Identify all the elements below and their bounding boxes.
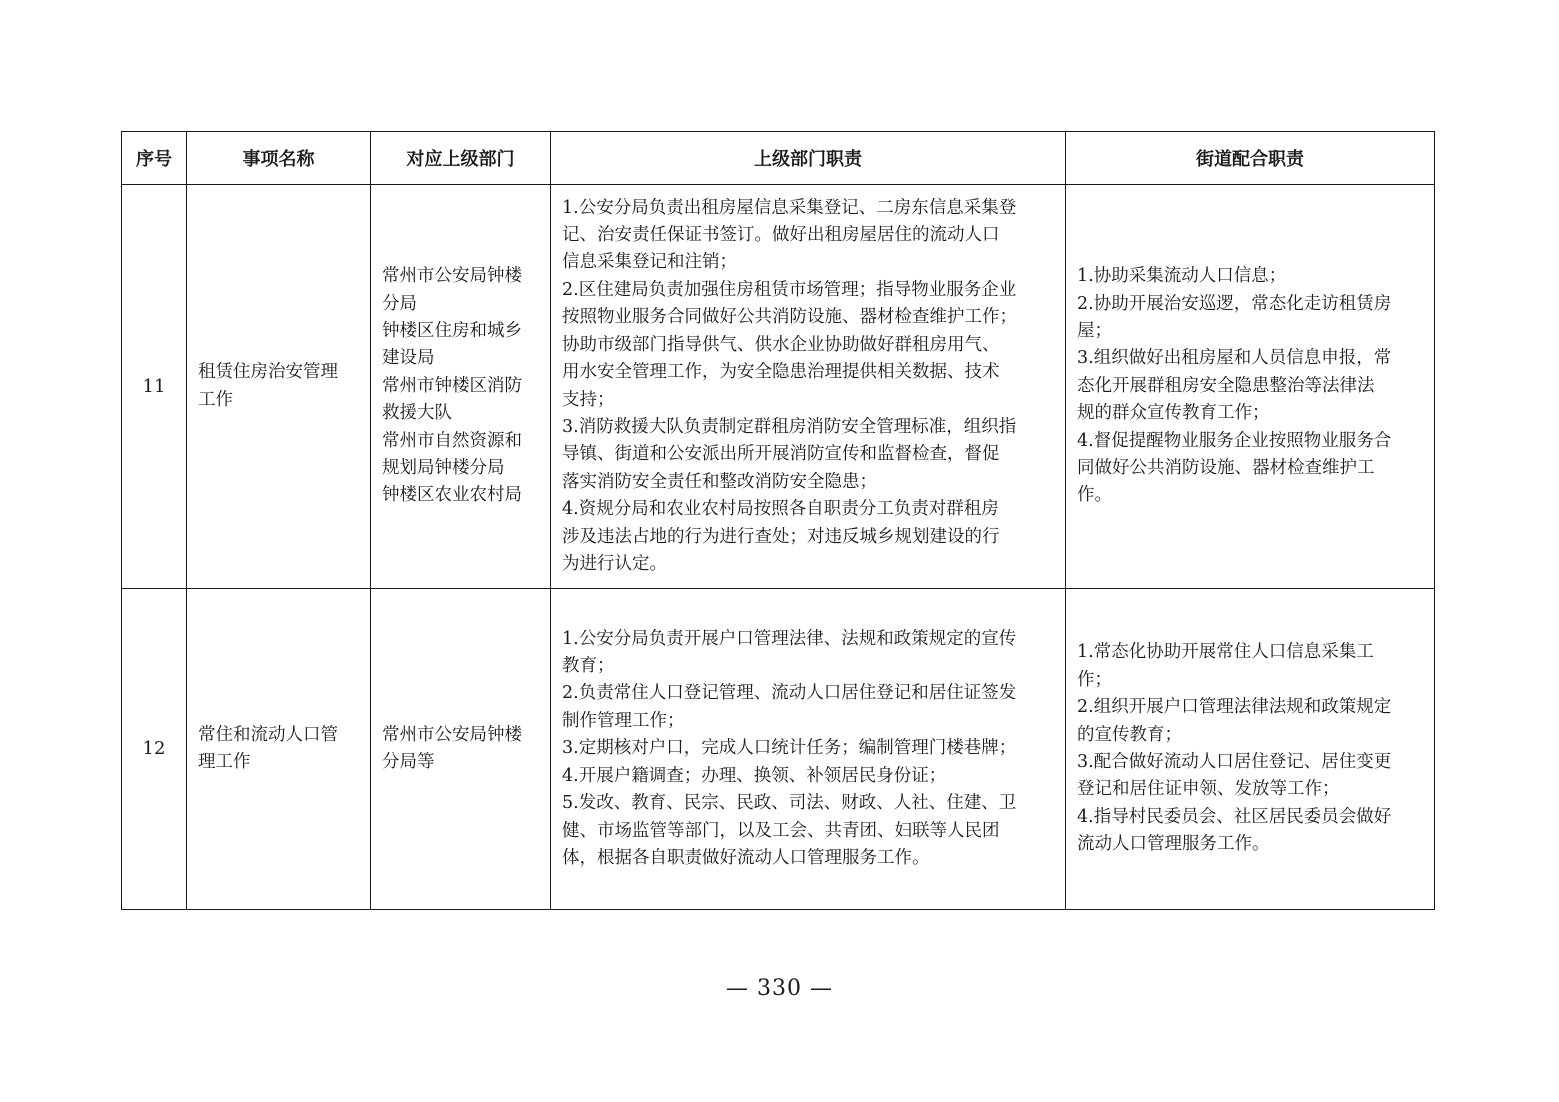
row-dept-cell [371,185,551,589]
row-item-name: 租赁住房治安管理 工作 [198,362,338,410]
table-row [122,185,1435,589]
row-seq: 11 [122,185,187,589]
table-header-row [122,132,1435,185]
row-seq: 12 [122,589,187,910]
row-item-cell [187,589,371,910]
header-upper-duty: 上级部门职责 [551,132,1066,185]
header-item-name: 事项名称 [187,132,371,185]
row-item-name: 常住和流动人口管 理工作 [198,724,338,772]
row-upper-duty: 1.公安分局负责开展户口管理法律、法规和政策规定的宣传 教育； 2.负责常住人口登记管理、流动人口居住登记和居住证签发 制作管理工作； 3.定期核对户口，完成人口统计任务；编制管理门楼巷牌； 4.开展户籍调查；办理、换领、补领居民身份证； 5.发改、教育、民宗、民政、司法、财政、人社、住建、卫 健、市场监管等部门，以及工会、共青团、妇联等人民团 体，根据各自职责做好流动人口管理服务工作。 [562,628,1017,868]
row-upper-duty: 1.公安分局负责出租房屋信息采集登记、二房东信息采集登 记、治安责任保证书签订。做好出租房屋居住的流动人口 信息采集登记和注销； 2.区住建局负责加强住房租赁市场管理；指导物业服务企业 按照物业服务合同做好公共消防设施、器材检查维护工作； 协助市级部门指导供气、供水企业协助做好群租房用气、 用水安全管理工作，为安全隐患治理提供相关数据、技术 支持； 3.消防救援大队负责制定群租房消防安全管理标准，组织指 导镇、街道和公安派出所开展消防宣传和监督检查，督促 落实消防安全责任和整改消防安全隐患； 4.资规分局和农业农村局按照各自职责分工负责对群租房 涉及违法占地的行为进行查处；对违反城乡规划建设的行 为进行认定。 [562,197,1017,574]
row-upper-department: 常州市公安局钟楼 分局等 [382,724,522,772]
page-number: — 330 — [726,976,833,1001]
header-seq: 序号 [122,132,187,185]
row-street-duty-cell [1066,185,1435,589]
row-street-duty: 1.常态化协助开展常住人口信息采集工 作； 2.组织开展户口管理法律法规和政策规定 的宣传教育； 3.配合做好流动人口居住登记、居住变更 登记和居住证申领、发放等工作； 4.指导村民委员会、社区居民委员会做好 流动人口管理服务工作。 [1077,642,1392,855]
responsibility-table [121,131,1435,910]
row-street-duty: 1.协助采集流动人口信息； 2.协助开展治安巡逻，常态化走访租赁房 屋； 3.组织做好出租房屋和人员信息申报，常 态化开展群租房安全隐患整治等法律法 规的群众宣传教育工作； 4.督促提醒物业服务企业按照物业服务合 同做好公共消防设施、器材检查维护工 作。 [1077,266,1392,506]
row-item-cell [187,185,371,589]
row-dept-cell [371,589,551,910]
row-upper-duty-cell [551,589,1066,910]
row-street-duty-cell [1066,589,1435,910]
row-upper-duty-cell [551,185,1066,589]
table-row [122,589,1435,910]
row-upper-department: 常州市公安局钟楼 分局 钟楼区住房和城乡 建设局 常州市钟楼区消防 救援大队 常州市自然资源和 规划局钟楼分局 钟楼区农业农村局 [382,266,522,506]
header-upper-department: 对应上级部门 [371,132,551,185]
header-street-duty: 街道配合职责 [1066,132,1435,185]
